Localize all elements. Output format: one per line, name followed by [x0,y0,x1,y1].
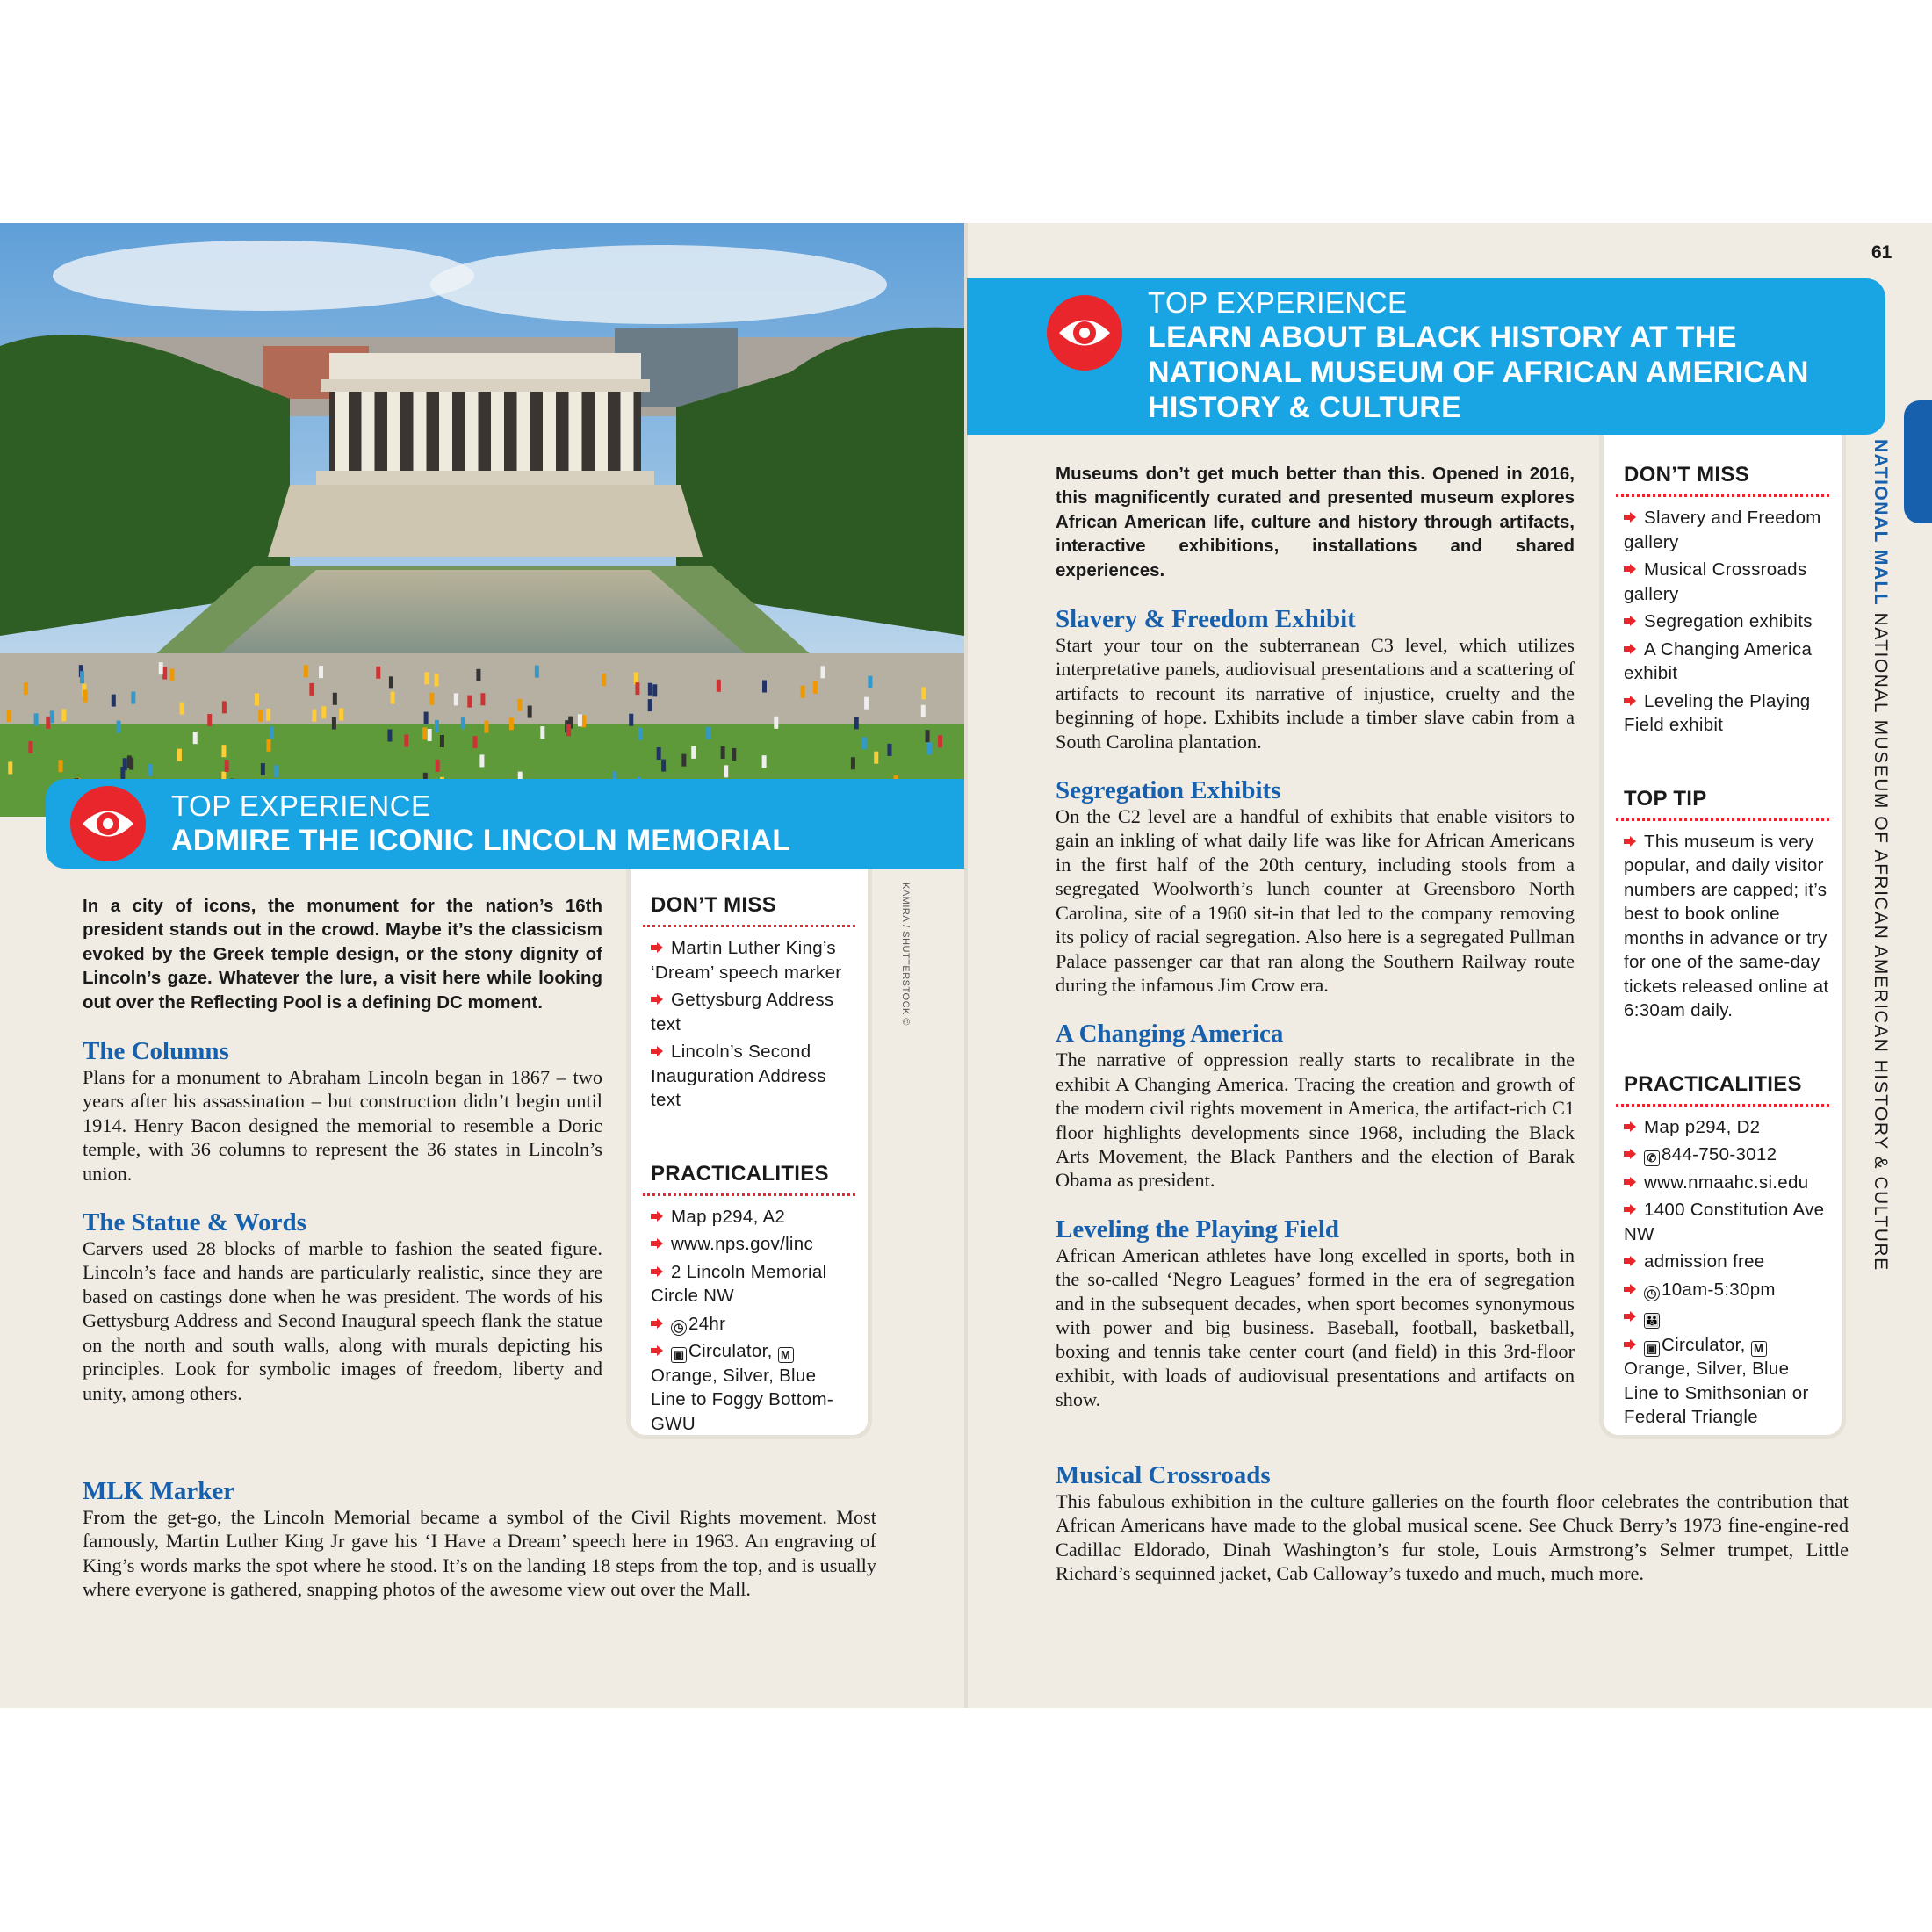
arrow-bullet-icon [651,1318,663,1329]
clock-icon: ◷ [671,1320,687,1336]
list-item: Martin Luther King’s ‘Dream’ speech marker [651,938,842,983]
mlk-marker-section [83,1477,876,1602]
practicalities-heading: PRACTICALITIES [643,1144,855,1196]
list-item: A Changing America exhibit [1624,638,1813,683]
list-item: ✆ 844-750-3012 [1616,1143,1829,1167]
section-body: Plans for a monument to Abraham Lincoln began in 1867 – two years after his assassination – but construction didn’t begin until 1914. Henry Bacon designed the memorial to resemble a Doric temple, with 36 columns to represent the 36 states in Lincoln’s union. [83,1066,602,1185]
section-heading: Leveling the Playing Field [1056,1215,1340,1244]
arrow-bullet-icon [1624,1311,1636,1322]
list-item: ◷ 10am-5:30pm [1616,1278,1829,1302]
list-item: Lincoln’s Second Inauguration Address text [651,1042,826,1110]
arrow-bullet-icon [1624,1204,1636,1215]
dont-miss-heading: DON’T MISS [1616,435,1829,497]
section-tab [1904,400,1932,523]
section-heading: The Statue & Words [83,1208,306,1237]
banner-kicker: TOP EXPERIENCE [1148,286,1408,319]
metro-icon: M [1751,1341,1767,1357]
eye-icon [70,786,146,861]
section-body: This fabulous exhibition in the culture galleries on the fourth floor celebrates the contribution that African Americans have made to the global musical scene. See Chuck Berry’s 1973 fine-engine-red Cadillac Eldorado, Dinah Washington’s fur stole, Louis Armstrong’s Selmer trumpet, Little Richard’s sequinned jacket, Cab Calloway’s tuxedo and much, much more. [1056,1490,1849,1585]
lincoln-memorial-photo [0,223,964,817]
bus-icon: ▣ [671,1347,687,1363]
intro-text: Museums don’t get much better than this. Opened in 2016, this magnificently curated and presented museum explores African American life, culture and history through artifacts, interactive exhibitions, installations and shared experiences. [1056,464,1575,580]
banner-title: ADMIRE THE ICONIC LINCOLN MEMORIAL [171,824,791,857]
page-number: 61 [1871,242,1892,263]
arrow-bullet-icon [651,1266,663,1277]
section-body: Carvers used 28 blocks of marble to fashion the seated figure. Lincoln’s face and hands are particularly realistic, since they are based on castings done when he was president. The words of his Gettysburg Address and Second Inaugural speech flank the statue on the north and south walls, along with murals depicting his principles. Look for symbolic images of freedom, liberty and unity, among others. [83,1237,602,1404]
nmaahc-main-column [1056,462,1575,1435]
section-body: On the C2 level are a handful of exhibits that enable visitors to gain an inkling of what daily life was like for African Americans in the first half of the 20th century, including stools from a segregated Woolworth’s lunch counter at Greensboro North Carolina, site of a 1960 sit-in that led to the company removing its policy of racial segregation. Also here is a segregated Pullman Palace passenger car that ran along the Southern Railway route during the infamous Jim Crow era. [1056,805,1575,996]
top-tip-text: This museum is very popular, and daily visitor numbers are capped; it’s best to book online months in advance or try for one of the same-day tickets released online at 6:30am daily. [1624,831,1829,1020]
arrow-bullet-icon [1624,696,1636,706]
section-heading: A Changing America [1056,1020,1284,1049]
arrow-bullet-icon [1624,1339,1636,1350]
list-item: admission free [1616,1250,1829,1274]
list-item: ▣ Circulator, MOrange, Silver, Blue Line to Foggy Bottom-GWU [651,1341,833,1434]
arrow-bullet-icon [1624,1121,1636,1132]
list-item: Map p294, A2 [643,1205,855,1229]
arrow-bullet-icon [651,1211,663,1222]
section-body: Start your tour on the subterranean C3 level, which utilizes interpretative panels, audiovisual presentations and a scattering of artifacts to recount its narrative of injustice, cruelty and the beginning of hope. Exhibits include a timber slave cabin from a South Carolina plantation. [1056,634,1575,753]
running-head [1870,439,1891,1272]
section-heading: The Columns [83,1037,229,1066]
banner-kicker: TOP EXPERIENCE [171,789,431,822]
section-heading: Musical Crossroads [1056,1461,1271,1489]
arrow-bullet-icon [1624,1177,1636,1187]
section-body: The narrative of oppression really starts to recalibrate in the exhibit A Changing America. Tracing the creation and growth of the modern civil rights movement in America, the artifact-rich C1 floor highlights developments since 1968, including the Black Arts Movement, the Black Panthers and the election of Barak Obama as president. [1056,1049,1575,1192]
dont-miss-heading: DON’T MISS [643,869,855,927]
photo-credit: KAMIRA / SHUTTERSTOCK © [900,883,911,1027]
section-body: From the get-go, the Lincoln Memorial became a symbol of the Civil Rights movement. Most famously, Martin Luther King Jr gave his ‘I Have a Dream’ speech here in 1963. An engraving of King’s words marks the spot where he stood. It’s on the landing 18 steps from the top, and is usually where everyone is gathered, snapping photos of the awesome view out over the Mall. [83,1506,876,1601]
arrow-bullet-icon [1624,512,1636,523]
lincoln-sidebar [626,869,872,1439]
section-heading: Segregation Exhibits [1056,776,1281,805]
top-tip-heading: TOP TIP [1616,769,1829,821]
list-item: www.nps.gov/linc [643,1232,855,1257]
list-item: Map p294, D2 [1616,1115,1829,1140]
arrow-bullet-icon [651,994,663,1005]
list-item: ◷ 24hr [643,1312,855,1337]
list-item: Gettysburg Address text [651,990,834,1034]
list-item: ▣ Circulator, MOrange, Silver, Blue Line to Smithsonian or Federal Triangle [1624,1334,1809,1427]
top-experience-banner-lincoln [46,779,964,869]
list-item: Slavery and Freedom gallery [1624,508,1821,552]
arrow-bullet-icon [1624,1149,1636,1159]
list-item [1616,1305,1829,1330]
eye-icon [1047,295,1122,371]
arrow-bullet-icon [1624,836,1636,847]
arrow-bullet-icon [1624,644,1636,654]
nmaahc-sidebar [1599,435,1846,1439]
clock-icon: ◷ [1644,1286,1660,1301]
arrow-bullet-icon [651,942,663,953]
arrow-bullet-icon [651,1046,663,1056]
arrow-bullet-icon [1624,616,1636,626]
intro-text: In a city of icons, the monument for the nation’s 16th president stands out in the crowd. Maybe it’s the classicism evoked by the Greek temple design, or the stony dignity of Lincoln’s gaze. Whatever the lure, a visit here while looking out over the Reflecting Pool is a defining DC moment. [83,896,602,1013]
running-head-bold: NATIONAL MALL [1871,439,1891,607]
running-head-text: NATIONAL MUSEUM OF AFRICAN AMERICAN HISTORY & CULTURE [1871,612,1891,1272]
list-item: Segregation exhibits [1616,609,1829,634]
arrow-bullet-icon [651,1345,663,1356]
list-item: Leveling the Playing Field exhibit [1624,690,1811,735]
arrow-bullet-icon [1624,1284,1636,1294]
phone-icon: ✆ [1644,1150,1660,1166]
arrow-bullet-icon [1624,564,1636,574]
family-friendly-icon: 👪 [1645,1314,1660,1327]
arrow-bullet-icon [1624,1256,1636,1266]
list-item: www.nmaahc.si.edu [1616,1171,1829,1195]
list-item: Musical Crossroads gallery [1624,559,1807,604]
lincoln-main-column [83,894,602,1428]
section-heading: MLK Marker [83,1477,235,1505]
list-item: 1400 Constitution Ave NW [1624,1200,1825,1244]
section-body: African American athletes have long excelled in sports, both in the so-called ‘Negro Leagues’ formed in the era of segregation and in the subsequent decades, when sport becomes synonymous with power and big business. Baseball, football, basketball, boxing and tennis take center court (and field) in this 3rd-floor exhibit, with loads of audiovisual presentations and artifacts on show. [1056,1244,1575,1411]
banner-title: LEARN ABOUT BLACK HISTORY AT THE NATIONAL MUSEUM OF AFRICAN AMERICAN HISTORY & CULTURE [1148,321,1809,424]
bus-icon: ▣ [1644,1341,1660,1357]
musical-crossroads-section [1056,1461,1849,1586]
practicalities-heading: PRACTICALITIES [1616,1055,1829,1107]
top-experience-banner-nmaahc [967,278,1885,435]
metro-icon: M [778,1347,794,1363]
list-item: 2 Lincoln Memorial Circle NW [651,1261,827,1306]
arrow-bullet-icon [651,1238,663,1249]
section-heading: Slavery & Freedom Exhibit [1056,605,1356,634]
